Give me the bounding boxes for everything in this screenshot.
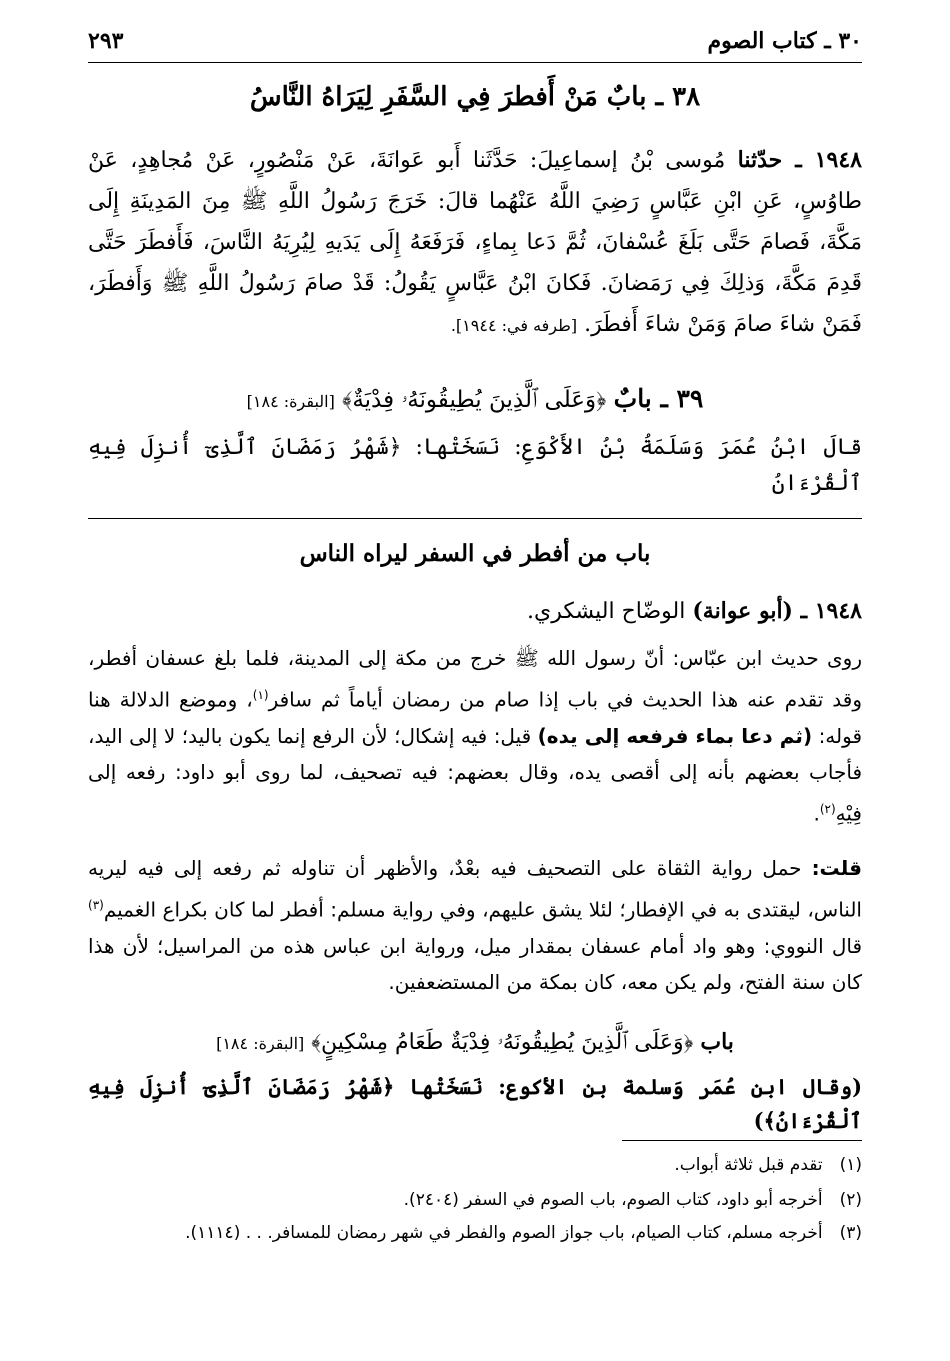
hadith-1948: [88, 140, 862, 346]
p1-end: .: [813, 801, 820, 826]
chapter-39-verse: ﴿وَعَلَى ٱلَّذِينَ يُطِيقُونَهُۥ فِدْيَةٌ﴾: [342, 387, 607, 413]
hadith-number: ١٩٤٨ ـ حدّثنا: [737, 147, 862, 173]
footnote-1: [88, 1150, 862, 1180]
p1-quote: (ثم دعا بماء فرفعه إلى يده): [537, 723, 813, 748]
footnote-text: أخرجه مسلم، كتاب الصيام، باب جواز الصوم والفطر في شهر رمضان للمسافر. . . (١١١٤).: [185, 1223, 823, 1243]
bab-label: باب: [700, 1029, 734, 1055]
footnote-number: (٢): [839, 1190, 862, 1210]
chapter-38-heading: ٣٨ ـ بابٌ مَنْ أَفطرَ فِي السَّفَرِ لِيَرَاهُ النَّاسُ: [249, 82, 701, 112]
p1-text-a: روى حديث ابن عبّاس: أنّ رسول الله ﷺ خرج من مكة إلى المدينة، فلما بلغ عسفان أفطر، وقد تقدم عنه هذا الحديث في باب إذا صام من رمضان أياماً ثم سافر: [88, 646, 863, 712]
footnote-2: [88, 1185, 862, 1215]
p1-text-c: قيل: فيه إشكال؛ لأن الرفع إنما يكون باليد؛ لا إلى اليد، فأجاب بعضهم بأنه إلى أقصى يده، وقال بعضهم: فيه تصحيف، لما روى أبو داود: رفعه إلى فِيْهِ: [88, 723, 862, 826]
bab-verse: ﴿وَعَلَى ٱلَّذِينَ يُطِيقُونَهُۥ فِدْيَةٌ طَعَامُ مِسْكِينٍ﴾: [311, 1030, 694, 1055]
chapter-39-reference: [البقرة: ١٨٤]: [246, 392, 335, 411]
p2-lead: قلت:: [811, 856, 862, 880]
page-number: ٢٩٣: [88, 28, 124, 54]
footnote-number: (٣): [839, 1223, 862, 1243]
footnote-number: (١): [839, 1155, 862, 1175]
hadith-text: مُوسى بْنُ إسماعِيلَ: حَدَّثَنا أَبو عَوانَةَ، عَنْ مَنْصُورٍ، عَنْ مُجاهِدٍ، عَنْ طاوُسٍ، عَنِ ابْنِ عَبَّاسٍ رَضِيَ اللَّهُ عَنْهُما قالَ: خَرَجَ رَسُولُ اللَّهِ ﷺ مِنَ المَدِينَةِ إِلَى مَكَّةَ، فَصامَ حَتَّى بَلَغَ عُسْفانَ، ثُمَّ دَعا بِماءٍ، فَرَفَعَهُ إِلَى يَدَيهِ لِيُرِيَهُ النَّاسَ، فَأَفطَرَ حَتَّى قَدِمَ مَكَّةَ، وَذلِكَ فِي رَمَضانَ. فَكانَ ابْنُ عَبَّاسٍ يَقُولُ: قَدْ صامَ رَسُولُ اللَّهِ ﷺ وَأَفطَرَ، فَمَنْ شاءَ صامَ وَمَنْ شاءَ أَفطَرَ.: [88, 148, 862, 337]
running-header: [88, 26, 862, 63]
hadith-cross-reference: [طرفه في: ١٩٤٤].: [450, 316, 578, 335]
chapter-title: ٣٠ ـ كتاب الصوم: [707, 28, 862, 54]
commentary-narrator: [88, 594, 862, 629]
commentary-paragraph-1: [88, 640, 862, 832]
commentary-narration: (وقال ابن عُمَر وَسلمة بن الأكوع: نَسَخَتْها ﴿شَهْرُ رَمَضَانَ ٱلَّذِىٓ أُنزِلَ فِيهِ ٱلْقُرْءَانُ﴾): [88, 1074, 862, 1133]
commentary-narrator-label: ١٩٤٨ ـ (أبو عوانة): [692, 598, 862, 624]
footnote-3: [88, 1218, 862, 1248]
footnote-divider: [622, 1140, 862, 1141]
bab-reference: [البقرة: ١٨٤]: [216, 1034, 305, 1053]
commentary-narrator-name: الوضّاح اليشكري.: [527, 599, 686, 624]
commentary-paragraph-2: [88, 850, 862, 1001]
footnote-text: تقدم قبل ثلاثة أبواب.: [674, 1155, 823, 1175]
p2-text-b: قال النووي: وهو واد أمام عسفان بمقدار ميل، ورواية ابن عباس هذه من المراسيل؛ لأن هذا كان سنة الفتح، ولم يكن معه، كان بمكة من المستضعفين.: [88, 933, 862, 995]
footnote-ref-3: (٣): [88, 897, 104, 912]
footnote-text: أخرجه أبو داود، كتاب الصوم، باب الصوم في السفر (٢٤٠٤).: [403, 1190, 823, 1210]
p1-text-b: ، وموضع الدلالة هنا قوله:: [88, 687, 863, 748]
commentary-bab-heading: [88, 1025, 862, 1061]
footnote-ref-1: (١): [252, 687, 269, 702]
p2-text-a: حمل رواية الثقاة على التصحيف فيه بعْدٌ، والأظهر أن تناوله ثم رفعه إلى فيه ليريه الناس، ليقتدى به في الإفطار؛ لئلا يشق عليهم، وفي رواية مسلم: أفطر لما كان بكراع الغميم: [88, 856, 862, 922]
chapter-39-label: ٣٩ ـ بابٌ: [613, 384, 704, 413]
narration-ibn-umar: قالَ ابْنُ عُمَرَ وَسَلَمَةُ بْنُ الأَكْوَعِ: نَسَخَتْها: ﴿شَهْرُ رَمَضَانَ ٱلَّذِىٓ أُنزِلَ فِيهِ ٱلْقُرْءَانُ: [88, 435, 862, 496]
chapter-39-heading: [88, 382, 862, 419]
footnote-ref-2: (٢): [819, 801, 836, 816]
section-divider: [88, 518, 862, 519]
commentary-title: باب من أفطر في السفر ليراه الناس: [299, 540, 651, 567]
